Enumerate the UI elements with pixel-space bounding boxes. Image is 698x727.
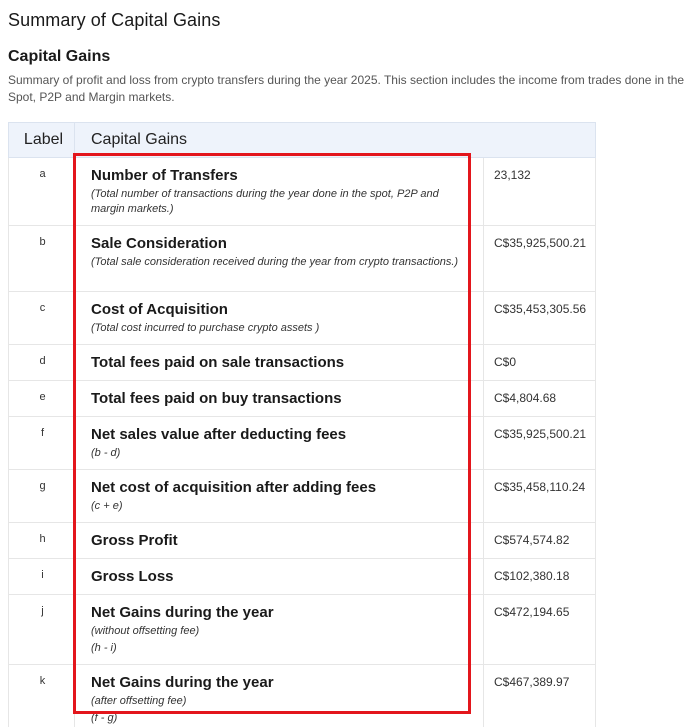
- row-label: i: [9, 559, 75, 595]
- row-value: C$574,574.82: [484, 523, 596, 559]
- row-label: d: [9, 345, 75, 381]
- row-value: C$35,925,500.21: [484, 417, 596, 470]
- row-note: (c + e): [91, 500, 123, 512]
- row-label: k: [9, 665, 75, 727]
- column-header-label: Label: [9, 123, 75, 158]
- row-label: b: [9, 226, 75, 292]
- row-label: j: [9, 595, 75, 665]
- row-value: C$472,194.65: [484, 595, 596, 665]
- row-note: (h - i): [91, 642, 117, 654]
- table-row: [9, 292, 596, 345]
- row-value: C$467,389.97: [484, 665, 596, 727]
- table-row: [9, 226, 596, 292]
- section-title: Capital Gains: [8, 48, 111, 65]
- row-label: g: [9, 470, 75, 523]
- row-description: [75, 417, 484, 470]
- row-note: (without offsetting fee): [91, 625, 200, 637]
- row-description: [75, 665, 484, 727]
- table-row: [9, 523, 596, 559]
- row-description: [75, 292, 484, 345]
- row-value: C$0: [484, 345, 596, 381]
- row-title: Net sales value after deducting fees: [91, 426, 347, 443]
- row-description: [75, 226, 484, 292]
- table-row: [9, 345, 596, 381]
- row-title: Sale Consideration: [91, 235, 227, 252]
- table-row: [9, 381, 596, 417]
- row-title: Gross Loss: [91, 568, 174, 585]
- row-title: Total fees paid on sale transactions: [91, 354, 345, 371]
- row-note: (after offsetting fee): [91, 695, 187, 707]
- row-value: 23,132: [484, 158, 596, 226]
- table-row: [9, 470, 596, 523]
- row-description: [75, 595, 484, 665]
- row-label: e: [9, 381, 75, 417]
- column-header-capital-gains: Capital Gains: [75, 123, 596, 158]
- row-title: Cost of Acquisition: [91, 301, 228, 318]
- table-row: [9, 158, 596, 226]
- row-value: C$35,453,305.56: [484, 292, 596, 345]
- row-label: c: [9, 292, 75, 345]
- row-description: [75, 345, 484, 381]
- row-description: [75, 470, 484, 523]
- page-title: Summary of Capital Gains: [8, 10, 221, 30]
- row-title: Net cost of acquisition after adding fees: [91, 479, 377, 496]
- section-description: Summary of profit and loss from crypto transfers during the year 2025. This section includes the income from trades done in the Spot, P2P and Margin markets.: [8, 73, 685, 104]
- row-label: a: [9, 158, 75, 226]
- row-note: (Total cost incurred to purchase crypto assets ): [91, 322, 320, 334]
- row-value: C$102,380.18: [484, 559, 596, 595]
- row-title: Number of Transfers: [91, 167, 238, 184]
- row-value: C$35,458,110.24: [484, 470, 596, 523]
- table-row: [9, 559, 596, 595]
- capital-gains-table: [8, 122, 596, 727]
- row-note: (Total number of transactions during the year done in the spot, P2P and margin markets.): [91, 188, 439, 215]
- row-title: Total fees paid on buy transactions: [91, 390, 342, 407]
- table-header-row: [9, 123, 596, 158]
- table-body: [9, 158, 596, 727]
- row-title: Gross Profit: [91, 532, 178, 549]
- row-note: (Total sale consideration received during the year from crypto transactions.): [91, 256, 459, 268]
- row-description: [75, 381, 484, 417]
- row-note: (f - g): [91, 712, 118, 724]
- row-label: f: [9, 417, 75, 470]
- row-title: Net Gains during the year: [91, 674, 274, 691]
- row-label: h: [9, 523, 75, 559]
- row-description: [75, 158, 484, 226]
- row-value: C$4,804.68: [484, 381, 596, 417]
- table-row: [9, 665, 596, 727]
- row-title: Net Gains during the year: [91, 604, 274, 621]
- row-description: [75, 559, 484, 595]
- table-row: [9, 595, 596, 665]
- row-description: [75, 523, 484, 559]
- row-value: C$35,925,500.21: [484, 226, 596, 292]
- table-row: [9, 417, 596, 470]
- row-note: (b - d): [91, 447, 121, 459]
